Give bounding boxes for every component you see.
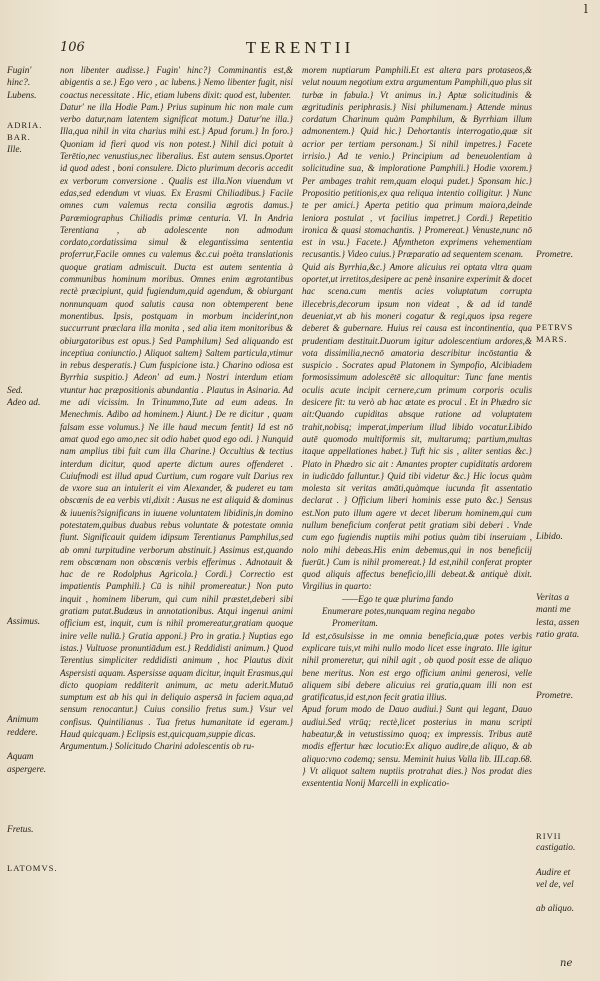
margin-note-right (536, 831, 598, 843)
margin-note-right: Audire et (536, 868, 571, 878)
margin-note-left: Adeo ad. (7, 398, 41, 408)
margin-speaker: LATOMVS. (7, 863, 58, 873)
margin-note-right: ratio grata. (536, 630, 580, 640)
margin-note-right: vel de, vel (536, 880, 574, 890)
margin-note-right (536, 334, 598, 346)
paragraph: morem nuptiarum Pamphili.Et est altera pars protaseos,& velut nouum negotium extra argumentum Pamphili,quo plus sit turbæ in fabula.} Vt animus in.} Aptæ solicitudinis & ægritudinis periphrasis.} Nisi philumenam.} Attende minus cordatum Charinum quàm Pamphilum, & Byrrhiam illum admonentem.} Quid hic.} Dehortantis interrogatio,quæ sit acrior per tertiam personam.} Si nihil impetres.} Facete irrisio.} Ad te venio.} Principium ad beneuolentiam à solicitudine sua, & imploratione Pamphili.} Hodie vxorem.} Per ambages trahit rem,quam eloqui pudet.} Sponsam hic.} Propositio petitionis,ex qua reliqua intentio colligitur. } Nunc te per amici.} Aperta petitio qua primum maiora,deinde leniora postulat , vt facilius impetret.} Cordi.} Repetitio ironica & quasi stomachantis. } Promereat.} Venuste,nunc nō est in vsu.} Facete.} Afymtheton exprimens vehementiam recusantis.} Video cuius.} Præparatio ad sequentem scenam. (302, 65, 532, 260)
margin-note-right: lesta, assen (536, 618, 580, 628)
margin-speaker: RIVII (536, 831, 562, 841)
verse-line: Promeritam. (332, 618, 378, 629)
margin-note-left: Assimus. (7, 617, 41, 627)
catchword: ne (560, 958, 573, 969)
margin-note-left (7, 132, 59, 144)
margin-note-right: Libido. (536, 532, 563, 542)
running-head: TERENTII (245, 38, 355, 57)
margin-note-left: Fugin' (7, 66, 32, 76)
margin-speaker: ADRIA. (7, 120, 43, 130)
margin-note-left: reddere. (7, 728, 38, 738)
paragraph: Argumentum.} Solicitudo Charini adolescentis ob ru- (60, 741, 255, 752)
corner-mark: l (584, 2, 588, 16)
verse-line: ——Ego te quæ plurima fando (342, 593, 454, 604)
margin-note-right: Prometre. (536, 691, 574, 701)
margin-note-right (536, 322, 598, 334)
margin-note-right: Prometre. (536, 250, 574, 260)
margin-note-left: Sed. (7, 386, 23, 396)
left-column (60, 64, 293, 974)
paragraph: Apud forum modo de Dauo audiui.} Sunt qui legant, Dauo audiui.Sed vtrūq; rectè,licet posterius in manu scripti habeatur,& in vetustissimo quoq; ex impressis. Tribus autē modis effertur hæc locutio:Ex aliquo audire,de aliquo, & ab aliquo:vno codemq; sensu. Meminit huius Valla lib. III.cap.68. } Vt aliquot saltem nuptiis protrahat dies.} Nos prodat dies exsententia Nonij Marcelli in explicatio- (302, 704, 532, 789)
paragraph: Id est,cōsulsisse in me omnia beneficia,quæ potes verbis explicare tuis,vt mihi nullo modo licet esse ingrato. Ille igitur nihil promeretur, qui nihil agit , ob quod posit esse de aliquo bene meritus. Non est ergo officium animi generosi, velle aliquem sibi debere alicuius rei gratia,quam illi non est gratificatus,id est,non fecit gratia illius. (302, 630, 532, 703)
margin-speaker: BAR. (7, 132, 31, 142)
paragraph: non libenter audisse.} Fugin' hinc?} Comminantis est,& abigentis a se.} Ego vero , ac lubens.} Nemo libenter fugit, nisi coactus necessitate . Hic, etiam lubens dixit: quod est, lubenter. (60, 65, 293, 100)
margin-note-left: Fretus. (7, 825, 34, 835)
page-number: 106 (60, 40, 85, 55)
right-column (302, 64, 532, 964)
margin-note-right: manti me (536, 605, 571, 615)
margin-note-left (7, 863, 59, 875)
margin-note-left: Lubens. (7, 91, 37, 101)
margin-speaker: PETRVS (536, 322, 574, 332)
margin-note-left: Aquam (7, 752, 34, 762)
margin-note-left: Animum (7, 715, 39, 725)
margin-speaker: MARS. (536, 334, 568, 344)
margin-note-left: aspergere. (7, 765, 47, 775)
margin-note-right: ab aliquo. (536, 904, 575, 914)
verse-line: Enumerare potes,nunquam regina negabo (322, 606, 475, 617)
margin-note-left (7, 120, 59, 132)
margin-note-right: Veritas a (536, 593, 570, 603)
paragraph: Quid ais Byrrhia,&c.} Amore alicuius rei optata vltra quam oportet,ut irretitos,desipere ac penè insanire experimit & docet hac scena.cum mentis acies voluptatum corrupta illecebris,decorum ipsum non videat , & ad id tandē deueniat,vt ab his moneri cogatur & regi,quos ipsa regere deberet & gubernare. Huius rei causa est incontinentia, qua prudentiam destituit.Duorum igitur adolescentium ardores,& vota dissimilia,necnō amatoria describitur incōstantia & suspicio . Socrates apud Platonem in Sympofio, Alcibiadem formosissimum adolescētē sic alloquitur: Tunc fane mentis oculis acute incipit cernere,cum primum corporis oculis desicere fit: tu verò ab hac ætate es procul . Et in Phædro sic ait:Quando cupiditas absque ratione ad voluptatem trahit,nobisq; imperat,imperium illud libido vocatur.Libido autē quomodo multiformis sit, multarumq; partium,multas itaque appellationes habet.} Tuft hic sis , aliter sentias &c.} Plato in Phædro sic ait : Amantes propter cupiditatis ardorem in iudicādo falluntur.} Quid tibi videtur &c.} Hic locus quàm molesta sit veritas amāti,quàmque iucunda fit assentatio declarat . } Officium liberi hominis esse puto &c.} Sensus est.Non puto illum agere vt decet liberum hominem,qui cum nullum beneficium conferat petit gratiam sibi deberi . Vnde cum ego fugiendis nuptiis mihi potius quàm tibi inseruiam , nolo mihi debeas.His enim debemus,qui in nos beneficiij fuerūt.} Cum is nihil promereat.} Id est,nihil conferat propter quod aliquis affectus beneficio,illi debeat.& antiquè dixit. Virgilius in quarto: (302, 261, 532, 592)
paragraph: Datur' ne illa Hodie Pam.} Prius supinum hic non male cum verbo datur,nam latentem significat motum.} Datur'ne illa.} Illa,qua nihil in vita charius mihi est.} Apud forum.} In foro.} Quoniam id fieri quod vis non potest.} Nihil dici potuit à Terētio,nec venustius,nec liberalius. Est autem sensus.Oportet id quod adest , boni consulere. Dicto plurimum decoris accedit ex verborum conversione . Qualis est illa.Non viuendum vt edas,sed edendum vt viuas. Ex Erasmi Chiliadibus.} Facile omnes cum valemus recta consilia ægrotis damus.} Parœmiographus Chiliadis primæ centuria. VI. In Andria Terentiana , ab adolescente non admodum cordato,cordatissima simul & elegantissima sententia proferrur,Facile omnes cu valemus &c.cui poëta translationis quoque gratiam admiscuit. Ducta est autem sententia à communibus hominum moribus. Omnes enim ægrotantibus rectè præcipiunt, quid fugiendum,quid agendum, & obiurgant nonnunquam quod salutis causa non obtemperent bene monentibus. Ipsis, postquam in morbum inciderint,non succurrunt præclara illa monita , sed alia item monitoribus & obiurgatoribus est opus.} Sed Pamphilum} Sed aliquando est inceptiua coniunctio.} Aliquot saltem} Saltem particula,vtimur in rebus desperatis.} Cum fuspicione ista.} Charino odiosa est Byrrhia suspitio.} Adeon' ad eum.} Nostri interdum etiam vtuntur hac præpositionis abundantia . Plautus in Asinaria. Ad me adi vicissim. In Trinummo,Tute ad eum adeas. In Menechmis. Adibo ad hominem.} Aiunt.} De re dicitur , quam falsam esse volumus.} Ne ille haud mecum fentit} Id est nō amat quod ego amo,nec sit odio habet quod ego odi. } Nunquid nam amplius tibi fuit cum illa Charine.} Occultius & tectius interdum dicitur, quod aperte dictum aures offenderet . Cuiufmodi est illud apud Curtium, cum rogare vult Darius rex de vxore sua an intulerit ei vim Alexander, & puderet eu tam obscœnis de ea verbis vti,dixit : Ausus ne est aliquid & dominus & iuuenis?significans in iuuene voluntatem libidinis,in domino potestatem,quibus duabus rebus voluntate & potestate omnia fiunt. Significauit quidem idipsum Terentianus Pamphilus,sed ab omni turpitudine verborum abstinuit.} Assimus est,quando rem obscœnam non obscœnis verbis efferimus . Adnotauit & hac de re Rodolphus Agricola.} Cordi.} Correctio est impatientis Pamphili.} Cū is nihil promereatur.} Non puto inquit , hominem liberum, qui cum nihil præstet,deberi sibi gratiam putat.Budæus in annotationibus. Atqui ingenui animi officium est, inquit, cum is nihil promereatur,gratiam quoque inire velle nullā.} Gratia apponi.} Pro in gratia.} Nuptias ego istas.} Vultuose pronuntiādum est.} Reddidisti animum.} Quod Terentius simpliciter reddidisti animum , hoc Plautus dixit Aspersisti aquam. Aspersisse aquam dicitur, inquit Erasmus,qui dicto quopiam redditerit animum, ac metu aderit.Mutuō sumptum est ab his qui in deliquio aspersā in faciem aqua,ad sensum renocantur.} Cuius consilio fretus sum.} Vsur vel confisus. Quintilianus . Tua fretus humanitate id egeram.} Haud quicquam.} Eclipsis est,quicquam,suppie dicas. (60, 101, 293, 740)
margin-note-left: Ille. (7, 145, 22, 155)
margin-note-right: castigatio. (536, 843, 576, 853)
margin-note-left: hinc?. (7, 78, 31, 88)
